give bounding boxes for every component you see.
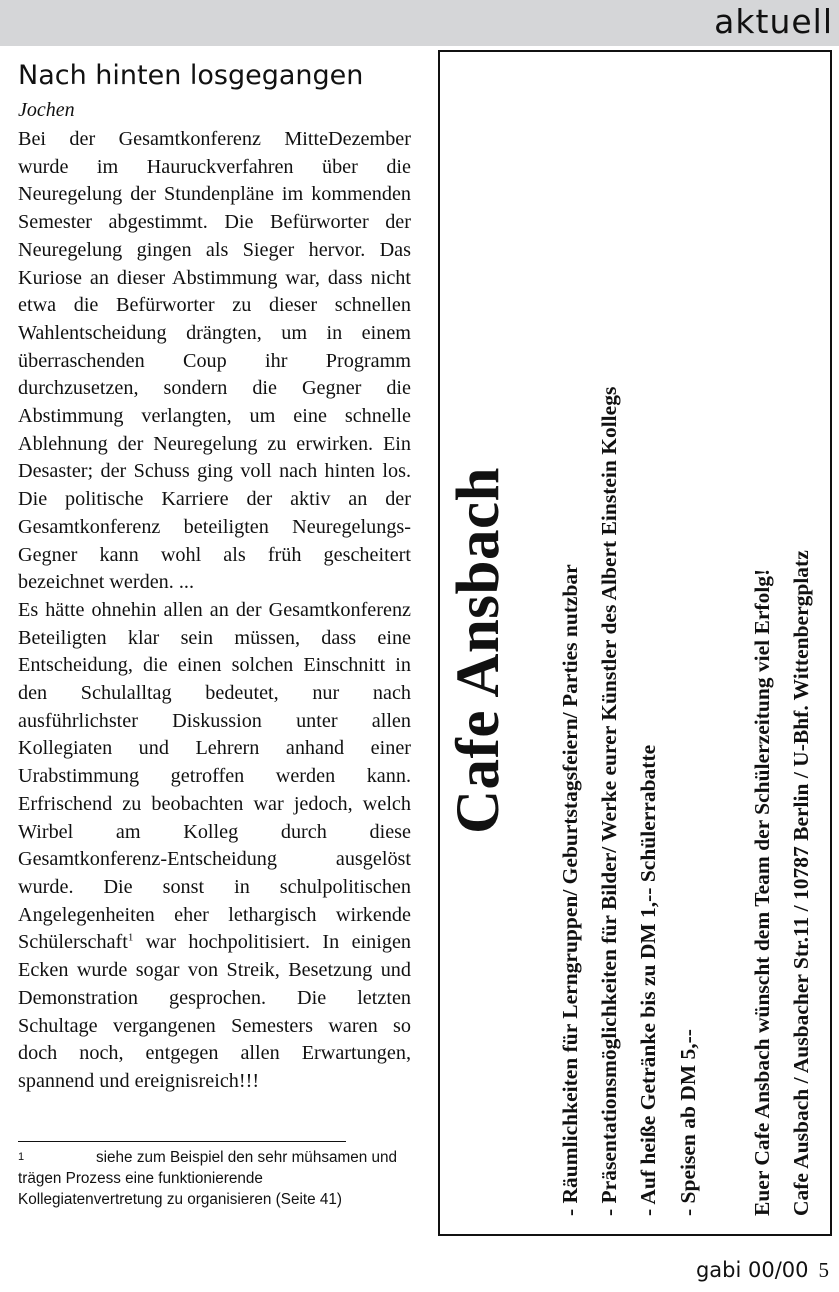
footnote-reference: 1 [127, 931, 134, 944]
ad-line-rooms: - Räumlichkeiten für Lerngruppen/ Geburtstagsfeiern/ Parties nutzbar [558, 564, 582, 1216]
ad-line-drinks-discount: - Auf heiße Getränke bis zu DM 1,-- Schülerrabatte [636, 744, 660, 1216]
article-paragraph-2-part-1: Es hätte ohnehin allen an der Gesamtkonferenz Beteiligten klar sein müssen, dass eine Entscheidung, die einen solchen Einschnitt in den Schulalltag bedeutet, nur nach ausführlichster Diskussion unter allen Kollegiaten und Lehrern anhand einer Urabstimmung getroffen werden kann. Erfrischend zu beobachten war jedoch, welch Wirbel am Kolleg durch diese Gesamtkonferenz-Entscheidung ausgelöst wurde. Die sonst in schulpolitischen Angelegenheiten eher lethargisch wirkende Schülerschaft [18, 598, 411, 954]
article-paragraph-1: Bei der Gesamtkonferenz MitteDezember wurde im Hauruckverfahren über die Neuregelung der Stundenpläne im kommenden Semester abgestimmt. Die Befürworter der Neuregelung gingen als Sieger hervor. Das Kuriose an dieser Abstimmung war, dass nicht etwa die Befürworter zu dieser schnellen Wahlentscheidung drängten, um in einem überraschenden Coup ihr Programm durchzusetzen, sondern die Gegner die Abstimmung verlangten, um eine schnelle Ablehnung der Neuregelung zu erwirken. Ein Desaster; der Schuss ging voll nach hinten los. Die politische Karriere der aktiv an der Gesamtkonferenz beteiligten Neuregelungs-Gegner kann wohl als früh gescheitert bezeichnet werden. ... [18, 128, 411, 594]
article-author: Jochen [18, 99, 75, 121]
ad-title: Cafe Ansbach [445, 467, 512, 834]
article-title: Nach hinten losgegangen [18, 60, 364, 91]
ad-line-address: Cafe Ausbach / Ausbacher Str.11 / 10787 Berlin / U-Bhf. Wittenbergplatz [789, 550, 813, 1216]
footnote [18, 1147, 403, 1210]
ad-line-food: - Speisen ab DM 5,-- [676, 1029, 700, 1216]
footnote-number: 1 [18, 1151, 25, 1163]
advertisement-box [438, 50, 832, 1236]
advertisement-content [440, 52, 830, 1234]
footnote-divider [18, 1141, 346, 1142]
article-paragraph-2 [18, 597, 411, 1096]
page-footer [696, 1258, 829, 1283]
ad-line-presentation: - Präsentationsmöglichkeiten für Bilder/ Werke eurer Künstler des Albert Einstein Kollegs [597, 386, 621, 1216]
header-bar [0, 0, 839, 46]
footnote-text: siehe zum Beispiel den sehr mühsamen und trägen Prozess eine funktionierende Kollegiatenvertretung zu organisieren (Seite 41) [18, 1149, 398, 1208]
page-number: 5 [818, 1258, 829, 1282]
article-body [18, 126, 411, 1096]
section-label: aktuell [714, 2, 833, 41]
article-paragraph-2-part-2: war hochpolitisiert. In einigen Ecken wurde sogar von Streik, Besetzung und Demonstration gesprochen. Die letzten Schultage vergangenen Semesters waren so doch noch, entgegen allen Erwartungen, spannend und ereignisreich!!! [18, 931, 411, 1092]
publication-issue: gabi 00/00 [695, 1258, 809, 1282]
ad-line-wishes: Euer Cafe Ansbach wünscht dem Team der Schülerzeitung viel Erfolg! [750, 568, 774, 1216]
